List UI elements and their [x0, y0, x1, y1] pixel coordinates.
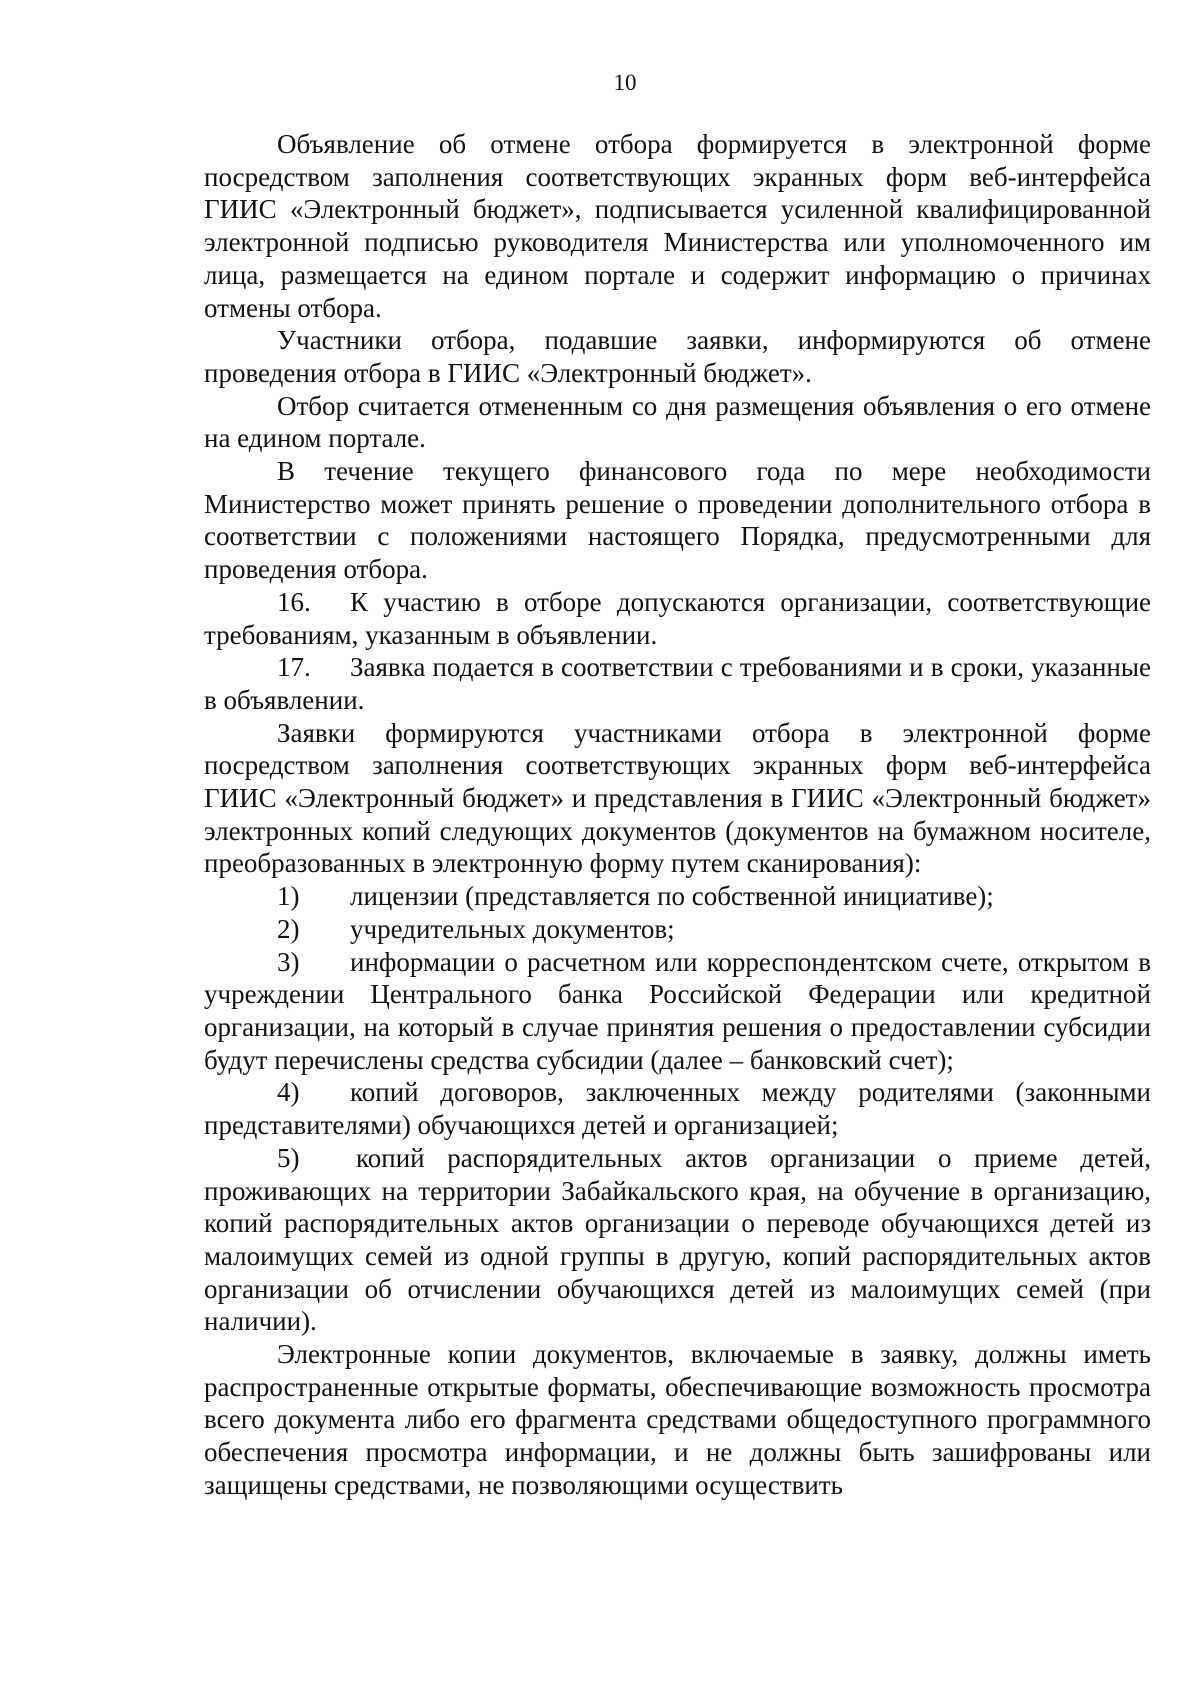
clause-number: 17.	[277, 652, 311, 683]
list-item-3	[204, 946, 1151, 1077]
list-item-number: 2)	[277, 913, 300, 944]
list-item-number: 3)	[277, 946, 300, 977]
list-item-text: учредительных документов;	[350, 913, 675, 944]
clause-16	[204, 586, 1151, 651]
clause-17	[204, 651, 1151, 716]
paragraph-selection-cancelled: Отбор считается отмененным со дня размещения объявления о его отмене на едином портале.	[204, 390, 1151, 454]
list-item-number: 1)	[277, 881, 300, 912]
paragraph-cancel-announcement: Объявление об отмене отбора формируется в электронной форме посредством заполнения соответствующих экранных форм веб-интерфейса ГИИС «Электронный бюджет», подписывается усиленной квалифицированной электронной подписью руководителя Министерства или уполномоченного им лица, размещается на едином портале и содержит информацию о причинах отмены отбора.	[204, 129, 1151, 323]
paragraph-electronic-copies: Электронные копии документов, включаемые в заявку, должны иметь распространенные открытые форматы, обеспечивающие возможность просмотра всего документа либо его фрагмента средствами общедоступного программного обеспечения просмотра информации, и не должны быть зашифрованы или защищены средствами, не позволяющими осуществить	[204, 1339, 1151, 1500]
list-item-number: 5)	[277, 1142, 300, 1173]
list-item-4	[204, 1076, 1151, 1141]
page-number: 10	[613, 70, 637, 95]
clause-text: Заявка подается в соответствии с требованиями и в сроки, указанные в объявлении.	[204, 652, 1151, 715]
paragraph-additional-selection: В течение текущего финансового года по мере необходимости Министерство может принять решение о проведении дополнительного отбора в соответствии с положениями настоящего Порядка, предусмотренными для проведения отбора.	[204, 456, 1151, 585]
paragraph-participants-informed: Участники отбора, подавшие заявки, информируются об отмене проведения отбора в ГИИС «Электронный бюджет».	[204, 325, 1151, 388]
list-item-2	[204, 913, 1151, 946]
list-item-1	[204, 880, 1151, 913]
list-item-text: копий распорядительных актов организации о приеме детей, проживающих на территории Забайкальского края, на обучение в организацию, копий распорядительных актов организации о переводе обучающихся детей из малоимущих семей из одной группы в другую, копий распорядительных актов организации об отчислении обучающихся детей из малоимущих семей (при наличии).	[204, 1142, 1151, 1337]
paragraph-applications-formed: Заявки формируются участниками отбора в электронной форме посредством заполнения соответствующих экранных форм веб-интерфейса ГИИС «Электронный бюджет» и представления в ГИИС «Электронный бюджет» электронных копий следующих документов (документов на бумажном носителе, преобразованных в электронную форму путем сканирования):	[204, 717, 1151, 879]
list-item-text: копий договоров, заключенных между родителями (законными представителями) обучающихся детей и организацией;	[204, 1077, 1151, 1141]
list-item-text: лицензии (представляется по собственной инициативе);	[350, 881, 994, 912]
clause-number: 16.	[277, 586, 311, 617]
list-item-text: информации о расчетном или корреспондентском счете, открытом в учреждении Центрального банка Российской Федерации или кредитной организации, на который в случае принятия решения о предоставлении субсидии будут перечислены средства субсидии (далее – банковский счет);	[204, 946, 1151, 1075]
clause-text: К участию в отборе допускаются организации, соответствующие требованиям, указанным в объявлении.	[204, 586, 1151, 650]
list-item-5	[204, 1142, 1151, 1338]
document-body	[204, 128, 1151, 1502]
list-item-number: 4)	[277, 1077, 300, 1108]
